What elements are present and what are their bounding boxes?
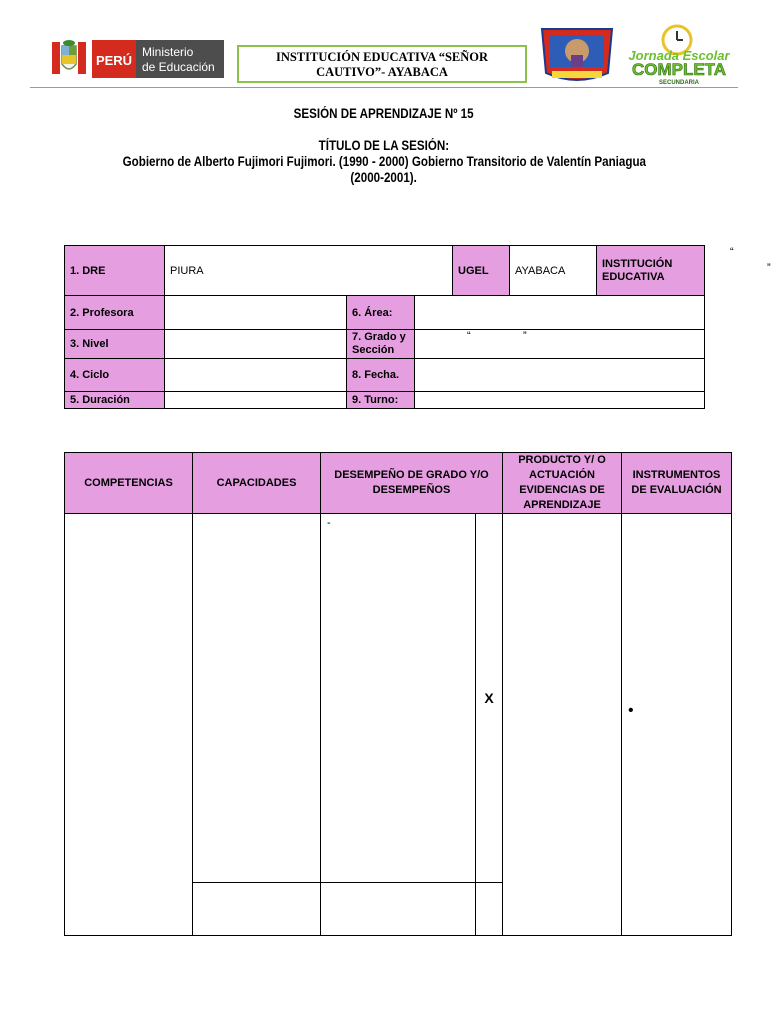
competencias-cell bbox=[65, 514, 193, 936]
nivel-value bbox=[165, 330, 347, 359]
info-row-dre bbox=[65, 246, 705, 296]
jec-line-2: COMPLETA bbox=[631, 60, 727, 79]
peru-ministry-logo bbox=[50, 36, 226, 82]
info-row-ciclo bbox=[65, 359, 705, 392]
institution-name-box bbox=[237, 45, 527, 83]
jec-line-1: Jornada Escolar bbox=[628, 48, 730, 63]
ministry-line-1: Ministerio bbox=[142, 45, 194, 59]
jec-logo-icon bbox=[619, 22, 739, 86]
duracion-value bbox=[165, 392, 347, 409]
area-label: 6. Área: bbox=[347, 296, 415, 330]
competencias-header: COMPETENCIAS bbox=[65, 453, 193, 514]
institution-line-1: INSTITUCIÓN EDUCATIVA “SEÑOR bbox=[275, 50, 489, 64]
ugel-label: UGEL bbox=[453, 246, 510, 296]
producto-cell bbox=[503, 514, 622, 936]
session-title-text-line-1: Gobierno de Alberto Fujimori Fujimori. (1990 - 2000) Gobierno Transitorio de Valentín Paniagua bbox=[122, 154, 646, 169]
desempeno-cell bbox=[321, 514, 476, 883]
institution-line-2: CAUTIVO”- AYABACA bbox=[316, 65, 448, 79]
profesora-label: 2. Profesora bbox=[65, 296, 165, 330]
instrumentos-header: INSTRUMENTOS DE EVALUACIÓN bbox=[622, 453, 732, 514]
turno-label: 9. Turno: bbox=[347, 392, 415, 409]
info-row-profesora bbox=[65, 296, 705, 330]
institucion-quote-open: “ bbox=[730, 246, 734, 258]
ciclo-value bbox=[165, 359, 347, 392]
grado-label: 7. Grado y Sección bbox=[347, 330, 415, 359]
desempeno-mark-cell-2 bbox=[476, 883, 503, 936]
fecha-value bbox=[415, 359, 705, 392]
desempeno-mark: X bbox=[476, 514, 503, 883]
institucion-label: INSTITUCIÓN EDUCATIVA bbox=[597, 246, 705, 296]
session-title-text-line-2: (2000-2001). bbox=[350, 170, 418, 185]
desempeno-dash: - bbox=[327, 517, 331, 529]
instrumentos-cell bbox=[622, 514, 732, 936]
profesora-value bbox=[165, 296, 347, 330]
desempeno-header: DESEMPEÑO DE GRADO Y/O DESEMPEÑOS bbox=[321, 453, 503, 514]
learning-table-header bbox=[65, 453, 732, 514]
grado-value bbox=[415, 330, 705, 359]
capacidades-cell bbox=[193, 514, 321, 883]
learning-table bbox=[64, 452, 732, 936]
header-divider bbox=[30, 87, 738, 88]
turno-value bbox=[415, 392, 705, 409]
ugel-value: AYABACA bbox=[510, 246, 597, 296]
peru-label: PERÚ bbox=[95, 53, 133, 68]
ministry-line-2: de Educación bbox=[142, 60, 215, 74]
dre-label: 1. DRE bbox=[65, 246, 165, 296]
duracion-label: 5. Duración bbox=[65, 392, 165, 409]
peru-coat-of-arms-icon bbox=[52, 40, 86, 74]
jec-line-3: SECUNDARIA bbox=[658, 80, 700, 86]
nivel-label: 3. Nivel bbox=[65, 330, 165, 359]
fecha-label: 8. Fecha. bbox=[347, 359, 415, 392]
capacidades-cell-2 bbox=[193, 883, 321, 936]
info-row-nivel bbox=[65, 330, 705, 359]
ciclo-label: 4. Ciclo bbox=[65, 359, 165, 392]
capacidades-header: CAPACIDADES bbox=[193, 453, 321, 514]
area-value bbox=[415, 296, 705, 330]
grado-quote-close: ” bbox=[523, 330, 527, 342]
general-info-table bbox=[64, 245, 771, 409]
institucion-quote-close: ” bbox=[767, 262, 771, 274]
desempeno-cell-2 bbox=[321, 883, 476, 936]
session-title: SESIÓN DE APRENDIZAJE Nº 15 bbox=[294, 106, 474, 121]
grado-quote-open: “ bbox=[467, 330, 471, 342]
dre-value: PIURA bbox=[165, 246, 453, 296]
bullet-icon: • bbox=[628, 702, 634, 719]
producto-header: PRODUCTO Y/ O ACTUACIÓN EVIDENCIAS DE APRENDIZAJE bbox=[503, 453, 622, 514]
learning-table-row bbox=[65, 514, 732, 883]
session-title-label: TÍTULO DE LA SESIÓN: bbox=[318, 138, 450, 153]
info-row-duracion bbox=[65, 392, 705, 409]
school-seal-icon bbox=[538, 25, 616, 85]
